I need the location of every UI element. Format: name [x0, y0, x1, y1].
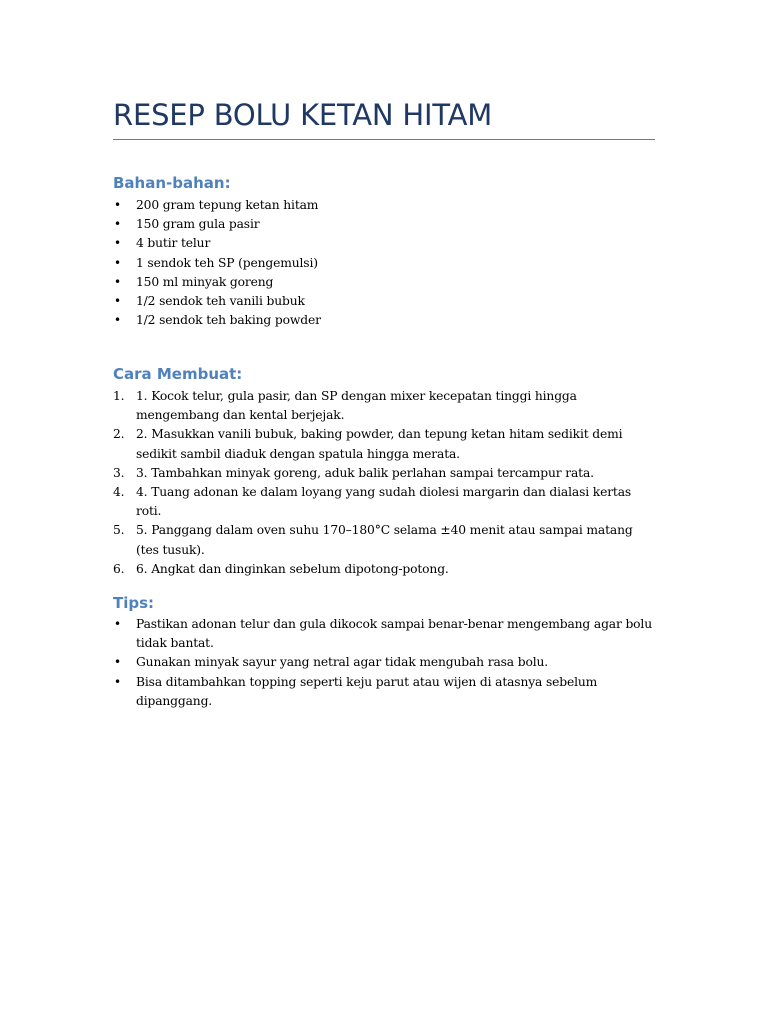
ingredient-text: 1 sendok teh SP (pengemulsi) [136, 255, 318, 270]
ingredient-text: 150 ml minyak goreng [136, 274, 274, 289]
list-item [113, 521, 655, 559]
step-number: 2. [113, 427, 125, 442]
step-text: 5. Panggang dalam oven suhu 170–180°C selama ±40 menit atau sampai matang (tes tusuk). [136, 523, 633, 557]
ingredient-text: 150 gram gula pasir [136, 217, 260, 232]
title-underline [113, 139, 655, 140]
section-heading-method: Cara Membuat: [113, 365, 243, 383]
list-item [113, 387, 655, 425]
list-item [113, 483, 655, 521]
list-item [113, 615, 655, 653]
list-item [113, 464, 655, 483]
bullet-icon: • [114, 274, 121, 289]
step-number: 4. [113, 485, 125, 500]
bullet-icon: • [114, 674, 121, 689]
bullet-icon: • [114, 313, 121, 328]
list-item [113, 292, 655, 311]
step-number: 5. [113, 523, 125, 538]
tip-text: Bisa ditambahkan topping seperti keju parut atau wijen di atasnya sebelum dipanggang. [136, 674, 598, 708]
ingredients-list [113, 196, 655, 330]
ingredient-text: 4 butir telur [136, 236, 211, 251]
bullet-icon: • [114, 255, 121, 270]
ingredient-text: 1/2 sendok teh baking powder [136, 313, 321, 328]
step-text: 2. Masukkan vanili bubuk, baking powder, dan tepung ketan hitam sedikit demi sedikit sambil diaduk dengan spatula hingga merata. [136, 427, 623, 461]
document-title: RESEP BOLU KETAN HITAM [113, 98, 493, 132]
list-item [113, 273, 655, 292]
bullet-icon: • [114, 294, 121, 309]
step-text: 6. Angkat dan dinginkan sebelum dipotong-potong. [136, 561, 449, 576]
bullet-icon: • [114, 198, 121, 212]
list-item [113, 196, 655, 215]
ingredient-text: 1/2 sendok teh vanili bubuk [136, 294, 305, 309]
list-item [113, 425, 655, 463]
step-text: 4. Tuang adonan ke dalam loyang yang sudah diolesi margarin dan dialasi kertas roti. [136, 485, 632, 519]
section-heading-ingredients: Bahan-bahan: [113, 174, 231, 192]
step-text: 1. Kocok telur, gula pasir, dan SP dengan mixer kecepatan tinggi hingga mengembang dan kental berjejak. [136, 389, 577, 423]
ingredient-text: 200 gram tepung ketan hitam [136, 198, 319, 212]
step-number: 1. [113, 389, 125, 403]
list-item [113, 560, 655, 579]
list-item [113, 254, 655, 273]
section-heading-tips: Tips: [113, 594, 155, 612]
step-number: 6. [113, 561, 125, 576]
list-item [113, 215, 655, 234]
bullet-icon: • [114, 655, 121, 670]
bullet-icon: • [114, 617, 121, 631]
bullet-icon: • [114, 217, 121, 232]
step-text: 3. Tambahkan minyak goreng, aduk balik perlahan sampai tercampur rata. [136, 465, 594, 480]
list-item [113, 673, 655, 711]
tip-text: Gunakan minyak sayur yang netral agar tidak mengubah rasa bolu. [136, 655, 549, 670]
method-list [113, 387, 655, 579]
list-item [113, 311, 655, 330]
list-item [113, 653, 655, 672]
step-number: 3. [113, 465, 125, 480]
tips-list [113, 615, 655, 711]
bullet-icon: • [114, 236, 121, 251]
list-item [113, 234, 655, 253]
tip-text: Pastikan adonan telur dan gula dikocok sampai benar-benar mengembang agar bolu tidak bantat. [136, 617, 652, 651]
